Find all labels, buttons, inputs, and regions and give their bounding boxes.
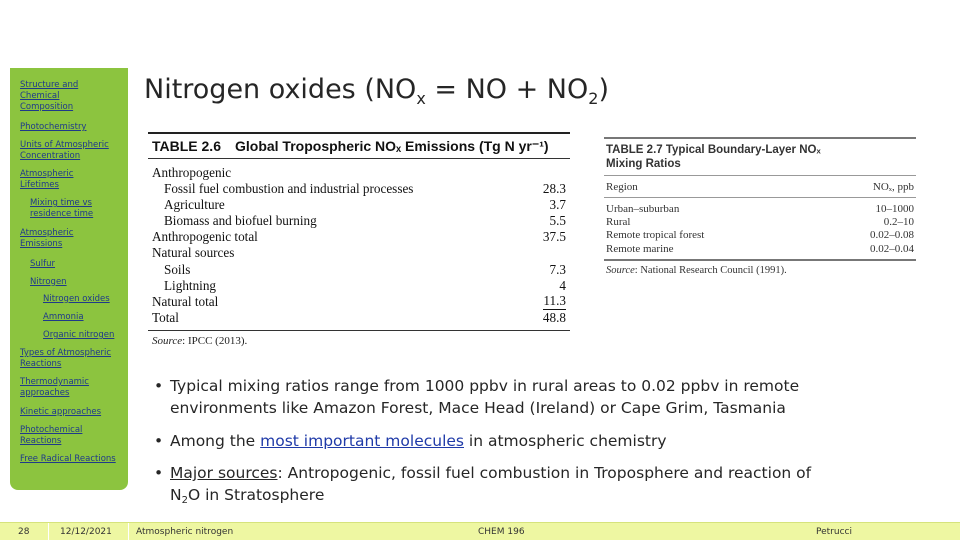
table-cell-region: Remote marine (606, 242, 674, 255)
table-row (604, 216, 916, 229)
table-cell-value: 5.5 (549, 213, 566, 229)
table-cell-name: Fossil fuel combustion and industrial processes (164, 181, 414, 197)
table-cell-value: 3.7 (549, 197, 566, 213)
table-cell-value: 0.02–0.04 (870, 242, 914, 255)
sidebar-item-mixing-time[interactable]: Mixing time vs residence time (30, 198, 94, 219)
sidebar-item-organic-nitrogen[interactable]: Organic nitrogen (43, 330, 115, 340)
sidebar-item-kinetic[interactable]: Kinetic approaches (20, 407, 102, 417)
table-row (148, 229, 570, 245)
table-cell-name: Natural sources (152, 245, 235, 261)
table-row (148, 310, 570, 326)
table-row (604, 243, 916, 256)
slide-title: Nitrogen oxides ($NO_x$ = NO + $NO_2$) (144, 74, 609, 108)
table-header: TABLE 2.7 Typical Boundary-Layer NOₓ Mixing Ratios (606, 144, 821, 170)
table-row (148, 197, 570, 213)
table-cell-region: Urban–suburban (606, 203, 680, 215)
table-cell-name: Agriculture (164, 197, 225, 213)
sidebar-item-ammonia[interactable]: Ammonia (43, 312, 84, 322)
table-cell-value: 10–1000 (875, 203, 914, 215)
table-cell-name: Anthropogenic total (152, 229, 258, 245)
table-cell-value: 37.5 (542, 229, 566, 245)
table-cell-value: 11.3 (543, 294, 566, 310)
table-row (148, 278, 570, 294)
sidebar-item-nitrogen[interactable]: Nitrogen (30, 277, 67, 287)
table-body (604, 198, 916, 259)
table-row (604, 229, 916, 242)
table-header: TABLE 2.6 Global Tropospheric NOₓ Emissions (Tg N yr⁻¹) (152, 138, 549, 154)
table-cell-value: 7.3 (549, 261, 566, 277)
table-global-nox-emissions (148, 132, 570, 347)
sidebar-item-photochemical[interactable]: Photochemical Reactions (20, 425, 83, 446)
table-cell-name: Soils (164, 261, 191, 277)
bullet-important-molecules: • Among the most important molecules in atmospheric chemistry (154, 432, 667, 450)
sidebar-item-photochemistry[interactable]: Photochemistry (20, 122, 87, 132)
sidebar-item-thermodynamic[interactable]: Thermodynamic approaches (20, 377, 89, 398)
footer-divider (48, 523, 49, 540)
sidebar-item-structure[interactable]: Structure and Chemical Composition (20, 80, 79, 112)
sidebar-item-reaction-types[interactable]: Types of Atmospheric Reactions (20, 348, 111, 369)
footer-course: CHEM 196 (478, 527, 525, 537)
table-row (148, 262, 570, 278)
slide-footer (0, 522, 960, 540)
bullet-mixing-ratios: • Typical mixing ratios range from 1000 ppbv in rural areas to 0.02 ppbv in remote environments like Amazon Forest, Mace Head (Ireland) or Cape Grim, Tasmania (154, 377, 800, 417)
table-row (604, 203, 916, 216)
table-source: Source: IPCC (2013). (152, 334, 248, 347)
table-row (148, 245, 570, 261)
sidebar-item-nitrogen-oxides[interactable]: Nitrogen oxides (43, 294, 110, 304)
table-cell-value: 0.2–10 (883, 216, 914, 229)
bullet-dot-icon: • (154, 377, 164, 395)
table-row (148, 294, 570, 310)
table-cell-name: Natural total (152, 293, 219, 309)
table-row (148, 165, 570, 181)
table-cell-value: 48.8 (542, 309, 566, 325)
table-cell-region: Remote tropical forest (606, 229, 705, 242)
table-cell-name: Biomass and biofuel burning (164, 213, 317, 229)
bullet-dot-icon: • (154, 432, 164, 450)
table-cell-region: Rural (606, 216, 631, 229)
bullet-major-sources: • Major sources: Antropogenic, fossil fuel combustion in Troposphere and reaction of $N_2O$ in Stratosphere (154, 464, 812, 506)
table-cell-name: Total (152, 309, 179, 325)
sidebar-item-lifetimes[interactable]: Atmospheric Lifetimes (20, 169, 74, 190)
table-body (148, 159, 570, 326)
sidebar-nav (10, 68, 128, 490)
page-number: 28 (18, 527, 30, 537)
table-boundary-layer-nox (604, 137, 916, 276)
table-cell-value: 4 (559, 277, 566, 293)
footer-topic: Atmospheric nitrogen (136, 527, 234, 537)
table-cell-name: Anthropogenic (152, 165, 232, 180)
sidebar-item-units[interactable]: Units of Atmospheric Concentration (20, 140, 109, 161)
most-important-molecules-link[interactable]: most important molecules (260, 432, 464, 450)
table-row (148, 181, 570, 197)
footer-divider (128, 523, 129, 540)
table-cell-name: Lightning (164, 277, 217, 293)
sidebar-item-emissions[interactable]: Atmospheric Emissions (20, 228, 74, 249)
table-cell-value: 0.02–0.08 (870, 229, 914, 242)
sidebar-item-free-radical[interactable]: Free Radical Reactions (20, 454, 116, 464)
table-column-headers: Region NOₓ, ppb (606, 181, 914, 193)
sidebar-item-sulfur[interactable]: Sulfur (30, 259, 56, 269)
table-source: Source: National Research Council (1991). (606, 264, 787, 276)
table-cell-value: 28.3 (542, 181, 566, 197)
bullet-dot-icon: • (154, 464, 164, 482)
table-row (148, 213, 570, 229)
footer-author: Petrucci (816, 527, 852, 537)
footer-date: 12/12/2021 (60, 527, 112, 537)
